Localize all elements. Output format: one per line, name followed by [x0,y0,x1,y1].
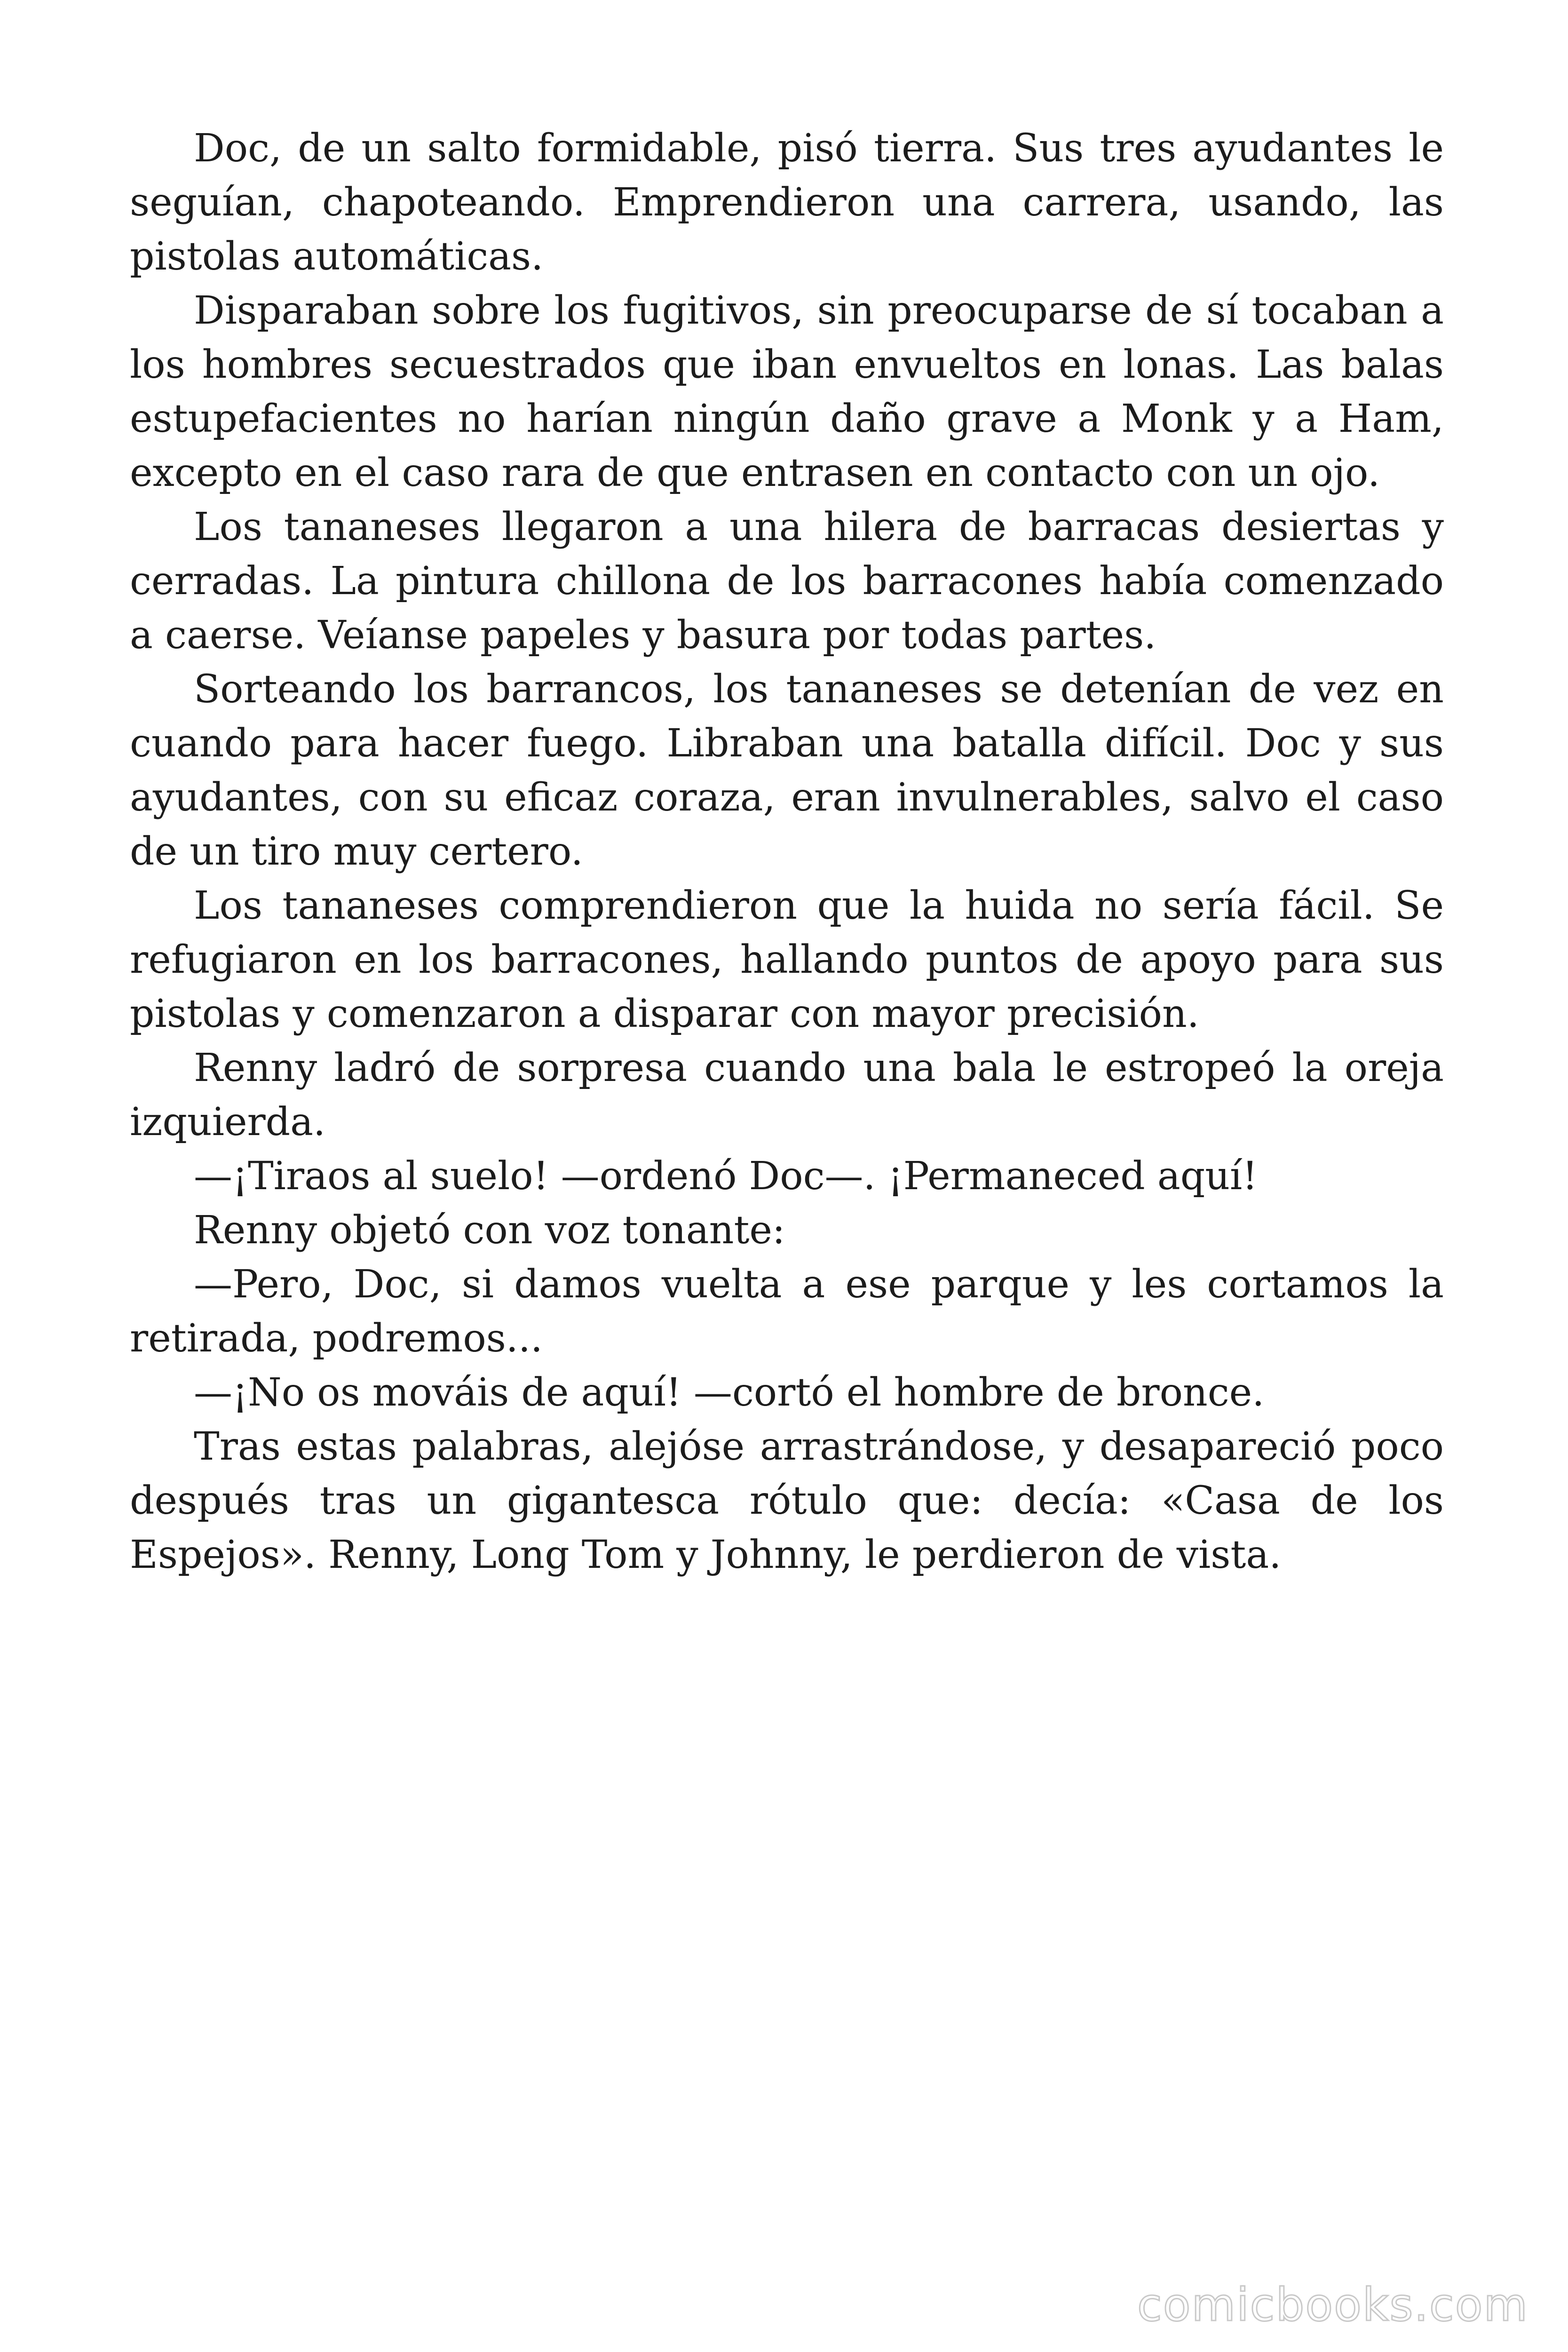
body-text [130,121,1444,1582]
dialogue-line: —¡Tiraos al suelo! —ordenó Doc—. ¡Permaneced aquí! [194,1154,1258,1199]
dialogue-line: —¡No os mováis de aquí! —cortó el hombre de bronce. [194,1370,1265,1415]
paragraph: Disparaban sobre los fugitivos, sin preocuparse de sí tocaban a los hombres secuestrados que iban envueltos en lonas. Las balas estupefacientes no harían ningún daño grave a Monk y a Ham, excepto en el caso rara de que entrasen en contacto con un ojo. [130,288,1444,495]
paragraph: Los tananeses comprendieron que la huida no sería fácil. Se refugiaron en los barracones, hallando puntos de apoyo para sus pistolas y comenzaron a disparar con mayor precisión. [130,883,1444,1036]
paragraph: Sorteando los barrancos, los tananeses se detenían de vez en cuando para hacer fuego. Libraban una batalla difícil. Doc y sus ayudantes, con su eficaz coraza, eran invulnerables, salvo el caso de un tiro muy certero. [130,667,1444,874]
paragraph: Los tananeses llegaron a una hilera de barracas desiertas y cerradas. La pintura chillona de los barracones había comenzado a caerse. Veíanse papeles y basura por todas partes. [130,505,1444,658]
paragraph: Renny objetó con voz tonante: [194,1208,785,1253]
watermark: comicbooks.com [1137,2279,1528,2331]
paragraph: Doc, de un salto formidable, pisó tierra. Sus tres ayudantes le seguían, chapoteando. Emprendieron una carrera, usando, las pistolas automáticas. [130,126,1444,279]
dialogue-line: —Pero, Doc, si damos vuelta a ese parque y les cortamos la retirada, podremos... [130,1262,1444,1361]
paragraph: Tras estas palabras, alejóse arrastrándose, y desapareció poco después tras un gigantesca rótulo que: decía: «Casa de los Espejos». Renny, Long Tom y Johnny, le perdieron de vista. [130,1424,1444,1577]
paragraph: Renny ladró de sorpresa cuando una bala le estropeó la oreja izquierda. [130,1046,1444,1144]
